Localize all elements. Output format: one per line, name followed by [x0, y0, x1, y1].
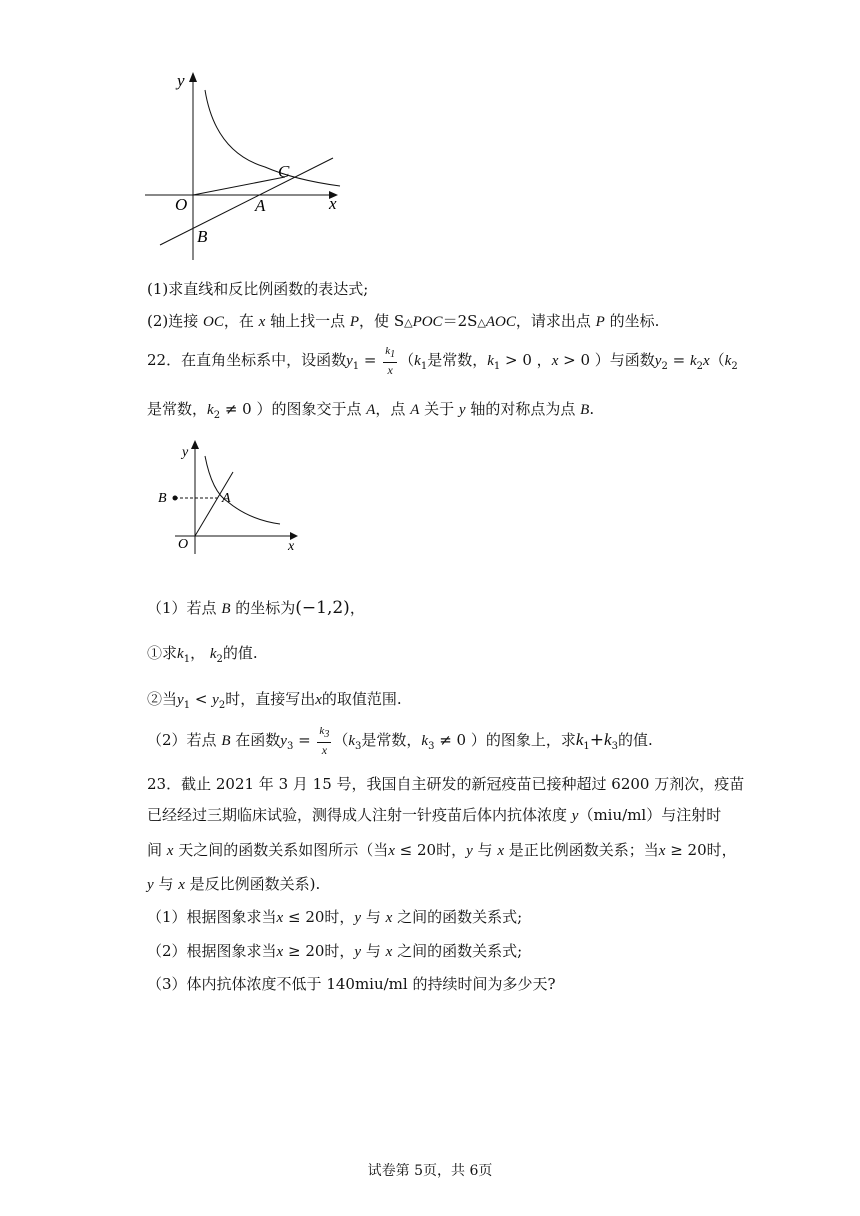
q22-x2: x [702, 353, 710, 369]
label-O: O [175, 195, 188, 214]
q21-p2-g: 的坐标. [604, 312, 660, 330]
q21-p2-f: ，请求出点 [515, 312, 596, 330]
q22s2-a: （2）若点 [147, 731, 222, 749]
q22s2-b: 在函数 [230, 731, 281, 749]
q23-l3-x2: x [388, 843, 395, 859]
q22-l2-f: . [589, 400, 595, 418]
q23-l3-x4: x [658, 843, 666, 859]
q22s2-k3d: k [604, 730, 612, 749]
label-C: C [278, 162, 290, 181]
q23-sub2 [147, 940, 522, 961]
q22s1-B: B [221, 601, 231, 617]
q23-l2-b: （miu/ml）与注射时 [578, 806, 722, 824]
q22s1i-k2: k [209, 646, 217, 662]
q22s2-B: B [221, 733, 231, 749]
q22s1ii-a: ②当 [147, 690, 178, 708]
q23-l4-y: y [147, 877, 154, 893]
q23-l3-f: ≥ 20时， [665, 841, 737, 859]
q23-l3-b: 天之间的函数关系如图所示（当 [173, 841, 389, 859]
q22-l1-e: > 0 ）与函数 [558, 351, 655, 369]
q22-fraction [383, 346, 397, 375]
page-footer: 试卷第 5页，共 6页 [367, 1163, 493, 1179]
q21-p2-tri1: △ [404, 316, 413, 329]
q22s2-e: ≠ 0 ）的图象上，求 [434, 731, 576, 749]
q22s1ii-lt: < [190, 690, 213, 708]
q22-y2: y [654, 353, 662, 369]
q22-eq2: = [667, 351, 690, 369]
q22-l2-a: 是常数， [147, 400, 208, 418]
q22s2-d: 是常数， [361, 731, 422, 749]
q23s1-b: ≤ 20时， [283, 908, 355, 926]
q22-l1-d: > 0 ， [500, 351, 552, 369]
q22-l2-e: 轴的对称点为点 [465, 400, 581, 418]
q23-l3-a: 间 [147, 841, 167, 859]
q22s2-plus: + [589, 730, 605, 750]
q22s2-k3c-sub: 3 [428, 741, 435, 752]
q22-sub1 [147, 597, 365, 618]
q22-sub1-ii [147, 688, 402, 711]
q21-p2-e: ＝2S [442, 312, 478, 330]
q22-k2c-sub: 2 [213, 410, 221, 421]
q23s2-c: 与 [361, 942, 386, 960]
q22s2-k3d-sub: 3 [611, 741, 618, 752]
q22s1ii-b: 时，直接写出 [225, 690, 316, 708]
q21-p2-AOC: AOC [485, 314, 516, 330]
q22s2-frac-x: x [321, 742, 328, 757]
q22s2-f: 的值. [617, 731, 653, 749]
q22-eq: = [359, 351, 382, 369]
q22-l1-c: 是常数， [427, 351, 488, 369]
q23s2-b: ≥ 20时， [283, 942, 355, 960]
label2-y: y [182, 445, 189, 460]
q22-y1-sub: 1 [352, 361, 360, 372]
q22-frac-k1: k [385, 345, 391, 358]
q23s2-a: （2）根据图象求当 [147, 942, 277, 960]
q22-xgt: x [551, 353, 559, 369]
q23s1-d: 之间的函数关系式; [392, 908, 523, 926]
q21-p2-P: P [349, 314, 360, 330]
q22s1i-c: 的值. [222, 644, 258, 662]
q22-B: B [580, 402, 590, 418]
q22-k1c: k [487, 353, 494, 369]
q22s2-eq: = [293, 731, 316, 749]
q22-k2: k [689, 353, 697, 369]
y-axis-arrow-2 [191, 440, 199, 449]
q22-l1-f: （ [709, 351, 725, 369]
q23-l3-x3: x [497, 843, 504, 859]
q23-line4 [147, 873, 320, 894]
label-B: B [197, 227, 208, 246]
label-A: A [255, 196, 266, 215]
q22s1i-a: ①求 [147, 644, 178, 662]
q22s2-k3b-sub: 3 [355, 741, 362, 752]
q22s1i-k1: k [177, 646, 184, 662]
q22s2-k3c: k [421, 733, 429, 749]
q22-A: A [366, 402, 376, 418]
q21-part2 [147, 310, 659, 331]
q22-k2-sub: 2 [696, 361, 703, 372]
label2-B: B [158, 491, 167, 506]
q23s1-a: （1）根据图象求当 [147, 908, 277, 926]
q22-y2-sub: 2 [661, 361, 668, 372]
q23-line3 [147, 839, 737, 860]
q23s2-d: 之间的函数关系式; [392, 942, 523, 960]
q22-k1b: k [414, 353, 421, 369]
q23-l2-y: y [571, 808, 579, 824]
q22s1ii-x: x [315, 692, 322, 708]
q22-l2-d: 关于 [419, 400, 459, 418]
q22s2-k1: k [575, 730, 584, 749]
q23-sub1 [147, 906, 522, 927]
q23-l3-y: y [466, 843, 473, 859]
q21-p2-OC: OC [203, 314, 224, 330]
q23-l2-a: 已经经过三期临床试验，测得成人注射一针疫苗后体内抗体浓度 [147, 806, 572, 824]
q21-p2-P2: P [595, 314, 605, 330]
q21-p2-c: 轴上找一点 [265, 312, 350, 330]
q22s1-a: （1）若点 [147, 599, 222, 617]
q21-p2-b: ，在 [223, 312, 259, 330]
q22-l2-c: ，点 [375, 400, 411, 418]
q23-l4-x: x [178, 877, 185, 893]
q23s2-y: y [354, 944, 362, 960]
q22s2-fraction [317, 726, 331, 755]
q22-sub2 [147, 720, 653, 767]
q22s1-coord: (−1,2) [295, 598, 350, 618]
q22-line1 [147, 340, 738, 387]
line-OC [193, 177, 285, 195]
q23-l3-e: 是正比例函数关系；当 [504, 841, 659, 859]
q21-part1: (1)求直线和反比例函数的表达式; [147, 280, 369, 298]
q23-l3-d: 与 [472, 841, 498, 859]
q23-l3-c: ≤ 20时， [394, 841, 467, 859]
q22s1i-k1-sub: 1 [183, 654, 191, 665]
q22-line2 [147, 398, 594, 421]
q22-k1c-sub: 1 [493, 361, 501, 372]
q22-k2b-sub: 2 [731, 361, 738, 372]
q22-l1-a: 22．在直角坐标系中，设函数 [147, 351, 347, 369]
q22s2-k1-sub: 1 [583, 741, 590, 752]
q22s1i-k2-sub: 2 [216, 654, 223, 665]
q22-y1: y [346, 353, 353, 369]
q22s2-k3b: k [348, 733, 355, 749]
q22-k2c: k [207, 402, 214, 418]
q23s1-x: x [276, 910, 284, 926]
q23-line2 [147, 804, 721, 825]
point-B [173, 496, 178, 501]
q21-p2-d: ，使 S [359, 312, 405, 330]
q22s2-frac-k3: k [319, 725, 325, 738]
q22s1i-b: ， [190, 644, 210, 662]
graph-figure-1 [135, 62, 355, 262]
label2-x: x [288, 539, 295, 554]
label2-O: O [178, 537, 189, 552]
q22s2-y3-sub: 3 [286, 741, 294, 752]
q23s2-x: x [276, 944, 284, 960]
q22s1ii-y1-sub: 1 [183, 700, 191, 711]
q22-A2: A [410, 402, 420, 418]
q23s2-x2: x [385, 944, 393, 960]
q23s1-x2: x [385, 910, 393, 926]
q23s1-c: 与 [361, 908, 386, 926]
q22s1ii-y2: y [212, 692, 219, 708]
q22s1ii-y1: y [177, 692, 184, 708]
graph-figure-2 [150, 436, 310, 561]
q22s2-frac-k3-sub: 3 [324, 729, 330, 741]
q22s1ii-y2-sub: 2 [218, 700, 226, 711]
q22s2-c: （ [333, 731, 349, 749]
q22-sub1-i [147, 642, 258, 665]
label-y: y [177, 71, 185, 90]
hyperbola-curve [205, 90, 340, 186]
q23-sub3: （3）体内抗体浓度不低于 140miu/ml 的持续时间为多少天? [147, 975, 556, 993]
hyperbola-curve-2 [205, 456, 280, 524]
q22-k1b-sub: 1 [420, 361, 428, 372]
q23-line1: 23．截止 2021 年 3 月 15 号，我国自主研发的新冠疫苗已接种超过 6200 万剂次，疫苗 [147, 775, 745, 793]
q23-l4-a: 与 [153, 875, 179, 893]
q22-yax: y [458, 402, 466, 418]
q23-l4-b: 是反比例函数关系). [184, 875, 321, 893]
q22s1-b: 的坐标为 [230, 599, 296, 617]
q22s2-y3: y [280, 733, 287, 749]
q21-p2-x: x [258, 314, 266, 330]
q22s1ii-c: 的取值范围. [321, 690, 402, 708]
q22s1-c: ， [349, 599, 365, 617]
q22-frac-k1-sub: 1 [390, 349, 396, 361]
q21-p2-tri2: △ [477, 316, 486, 329]
q22-frac-x: x [387, 362, 393, 377]
y-axis-arrow [189, 72, 197, 82]
q21-p2-a: (2)连接 [147, 312, 204, 330]
q23-l3-x: x [166, 843, 174, 859]
q22-l1-b: （ [399, 351, 415, 369]
q22-k2b: k [724, 353, 732, 369]
label-x: x [329, 194, 337, 213]
q22-l2-b: ≠ 0 ）的图象交于点 [220, 400, 367, 418]
q23s1-y: y [354, 910, 362, 926]
q21-p2-POC: POC [412, 314, 443, 330]
label2-A: A [222, 491, 231, 506]
